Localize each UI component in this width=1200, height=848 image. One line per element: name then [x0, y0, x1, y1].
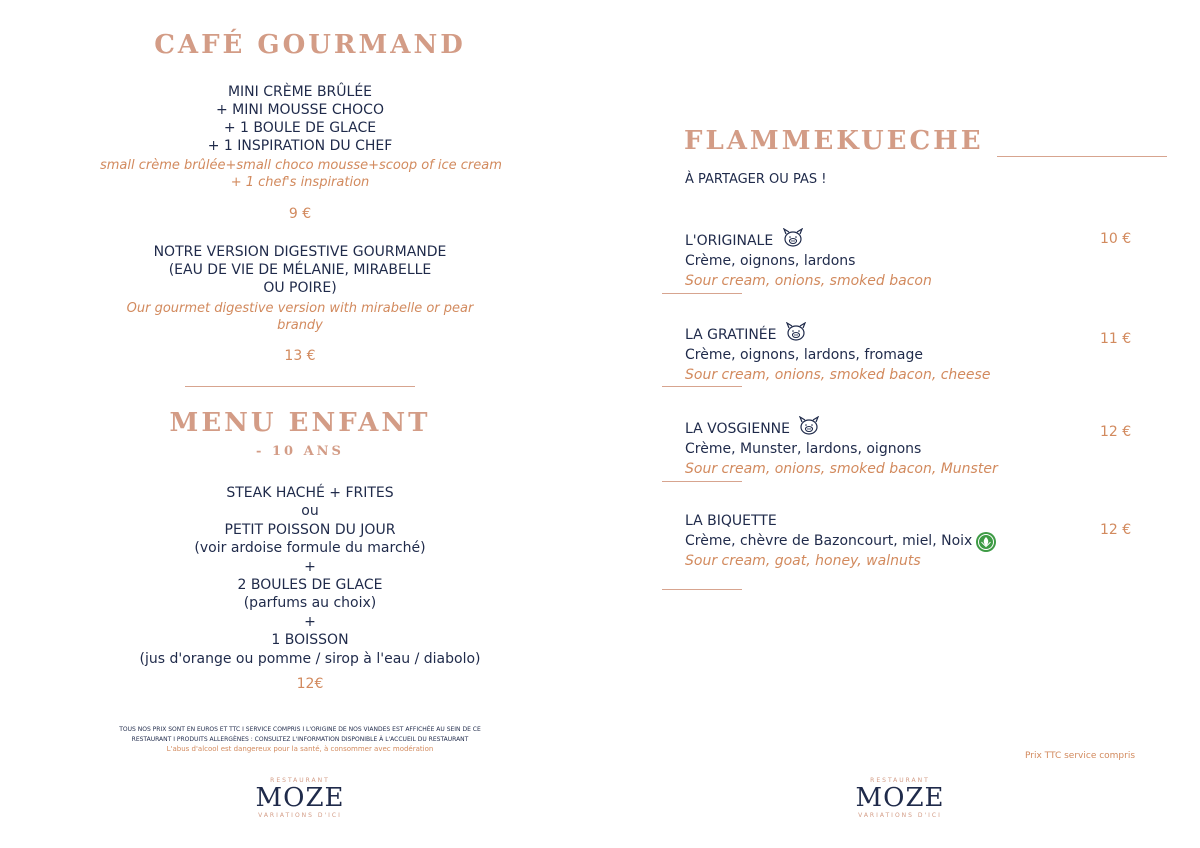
pig-icon	[798, 416, 820, 436]
item-divider	[662, 293, 742, 294]
menu-item	[685, 322, 1105, 385]
menu-item-english: Sour cream, goat, honey, walnuts	[685, 553, 921, 569]
menu-item-description: Crème, Munster, lardons, oignons	[685, 441, 922, 457]
cafe-item-1-line: + 1 INSPIRATION DU CHEF	[207, 138, 393, 154]
menu-item-name: L'ORIGINALE	[685, 233, 774, 249]
cafe-item-2	[100, 243, 500, 297]
cafe-item-1	[100, 83, 500, 155]
menu-enfant-line: (parfums au choix)	[243, 595, 377, 612]
menu-item-price: 10 €	[1100, 231, 1132, 247]
menu-enfant-price: 12€	[296, 676, 324, 692]
cafe-item-2-line: (EAU DE VIE DE MÉLANIE, MIRABELLE	[168, 262, 432, 278]
legal-footer-line: TOUS NOS PRIX SONT EN EUROS ET TTC I SERVICE COMPRIS I L'ORIGINE DE NOS VIANDES EST AFFICHÉE AU SEIN DE CE	[119, 726, 481, 733]
menu-item-name: LA VOSGIENNE	[685, 421, 790, 437]
menu-item-price: 12 €	[1100, 522, 1132, 538]
menu-enfant-line: (voir ardoise formule du marché)	[194, 540, 426, 557]
menu-enfant-line: STEAK HACHÉ + FRITES	[226, 485, 394, 501]
logo-restaurant-label: RESTAURANT	[270, 777, 330, 784]
menu-enfant-line: 2 BOULES DE GLACE	[237, 577, 383, 594]
cafe-item-1-english-line: small crème brûlée+small choco mousse+scoop of ice cream	[100, 158, 502, 173]
section-divider	[185, 386, 415, 387]
menu-item-name: LA GRATINÉE	[685, 327, 777, 343]
logo-restaurant-label: RESTAURANT	[870, 777, 930, 784]
cafe-item-2-line: OU POIRE)	[263, 280, 337, 296]
vegetarian-leaf-icon	[975, 531, 997, 553]
cafe-item-1-line: + 1 BOULE DE GLACE	[223, 120, 377, 136]
logo-wordmark: MOZE	[255, 783, 345, 813]
cafe-item-1-price: 9 €	[288, 206, 312, 222]
cafe-item-2-english-line: brandy	[277, 318, 323, 333]
pig-icon	[782, 228, 804, 248]
menu-item-description: Crème, chèvre de Bazoncourt, miel, Noix	[685, 533, 973, 549]
menu-item-english: Sour cream, onions, smoked bacon, Munster	[685, 461, 998, 477]
cafe-gourmand-title: CAFÉ GOURMAND	[154, 30, 466, 60]
logo-wordmark: MOZE	[855, 783, 945, 813]
menu-enfant-title: MENU ENFANT	[169, 408, 431, 438]
cafe-item-2-english	[100, 300, 500, 334]
cafe-item-1-english	[100, 157, 500, 191]
cafe-item-1-line: MINI CRÈME BRÛLÉE	[227, 84, 373, 100]
pig-icon	[785, 322, 807, 342]
item-divider	[662, 481, 742, 482]
restaurant-logo	[840, 777, 960, 819]
menu-item-description: Crème, oignons, lardons	[685, 253, 856, 269]
menu-enfant-line: ou	[301, 503, 319, 520]
menu-enfant-line: +	[304, 613, 316, 630]
menu-item-name-row	[685, 322, 1105, 345]
cafe-item-2-english-line: Our gourmet digestive version with mirabelle or pear	[126, 301, 474, 316]
logo-tagline: VARIATIONS D'ICI	[858, 812, 942, 819]
menu-item-name-row	[685, 416, 1105, 439]
cafe-item-2-line: NOTRE VERSION DIGESTIVE GOURMANDE	[153, 244, 447, 260]
logo-tagline: VARIATIONS D'ICI	[258, 812, 342, 819]
menu-enfant-line: +	[304, 558, 316, 575]
cafe-item-1-english-line: + 1 chef's inspiration	[230, 175, 370, 190]
menu-item	[685, 416, 1105, 479]
menu-item-price: 11 €	[1100, 331, 1132, 347]
menu-item-english: Sour cream, onions, smoked bacon	[685, 273, 932, 289]
item-divider	[662, 589, 742, 590]
menu-enfant-subtitle: - 10 ANS	[256, 444, 344, 459]
item-divider	[662, 386, 742, 387]
menu-enfant-line: PETIT POISSON DU JOUR	[224, 521, 396, 538]
cafe-item-1-line: + MINI MOUSSE CHOCO	[216, 102, 384, 118]
flammekueche-subtitle: À PARTAGER OU PAS !	[685, 172, 827, 187]
cafe-item-2-price: 13 €	[284, 348, 316, 364]
menu-item-name-row	[685, 228, 1105, 251]
menu-item	[685, 511, 1105, 571]
title-rule	[997, 156, 1167, 157]
restaurant-logo	[240, 777, 360, 819]
menu-enfant-details	[100, 484, 520, 668]
legal-footer-line: RESTAURANT I PRODUITS ALLERGÈNES : CONSULTEZ L'INFORMATION DISPONIBLE À L'ACCUEIL DU RESTAURANT	[131, 736, 469, 743]
flammekueche-title: FLAMMEKUECHE	[684, 126, 984, 156]
price-note: Prix TTC service compris	[1025, 751, 1136, 761]
menu-item-name: LA BIQUETTE	[685, 513, 777, 529]
menu-item-description: Crème, oignons, lardons, fromage	[685, 347, 923, 363]
menu-item-price: 12 €	[1100, 424, 1132, 440]
alcohol-warning: L'abus d'alcool est dangereux pour la santé, à consommer avec modération	[166, 745, 434, 753]
menu-enfant-line: (jus d'orange ou pomme / sirop à l'eau / diabolo)	[139, 650, 481, 667]
menu-enfant-line: 1 BOISSON	[271, 632, 349, 649]
menu-item	[685, 228, 1105, 291]
menu-item-english: Sour cream, onions, smoked bacon, cheese	[685, 367, 991, 383]
legal-footer	[60, 725, 540, 745]
